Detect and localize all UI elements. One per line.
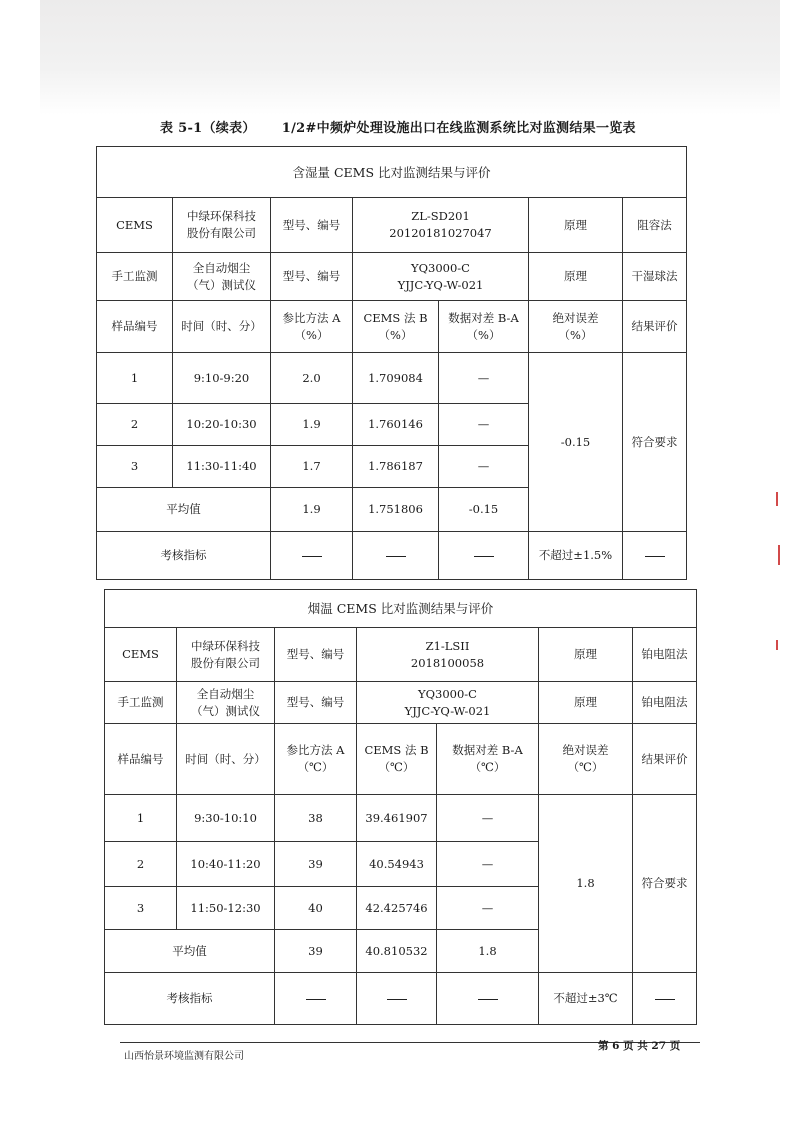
- evaluation-value: 符合要求: [633, 795, 697, 973]
- principle-label: 原理: [539, 682, 633, 724]
- index-abs-err: 不超过±1.5%: [529, 532, 623, 580]
- cems-label: CEMS: [97, 198, 173, 253]
- index-diff: [439, 532, 529, 580]
- header-cems: CEMS 法 B （℃）: [357, 724, 437, 795]
- table-number: 表 5-1（续表）: [160, 121, 256, 136]
- dash-mark: [302, 556, 322, 557]
- sample-no: 1: [105, 795, 177, 842]
- principle-label: 原理: [539, 628, 633, 682]
- avg-ref: 1.9: [271, 488, 353, 532]
- index-row: [105, 973, 697, 1025]
- principle-label: 原理: [529, 198, 623, 253]
- model-label: 型号、编号: [275, 682, 357, 724]
- average-label: 平均值: [105, 930, 275, 973]
- manual-device: 全自动烟尘 （气）测试仪: [177, 682, 275, 724]
- header-ref: 参比方法 A （%）: [271, 301, 353, 353]
- diff-value: —: [437, 795, 539, 842]
- ref-value: 38: [275, 795, 357, 842]
- dash-mark: [474, 556, 494, 557]
- ref-value: 1.7: [271, 446, 353, 488]
- manual-label: 手工监测: [105, 682, 177, 724]
- moisture-cems-table: [96, 146, 687, 580]
- dash-mark: [655, 999, 675, 1000]
- table-title: 1/2#中频炉处理设施出口在线监测系统比对监测结果一览表: [281, 121, 636, 136]
- model-label: 型号、编号: [275, 628, 357, 682]
- principle-label: 原理: [529, 253, 623, 301]
- sample-time: 11:30-11:40: [173, 446, 271, 488]
- model-label: 型号、编号: [271, 253, 353, 301]
- sample-time: 10:20-10:30: [173, 404, 271, 446]
- index-label: 考核指标: [97, 532, 271, 580]
- cems-value: 1.786187: [353, 446, 439, 488]
- dash-mark: [387, 999, 407, 1000]
- index-cems: [353, 532, 439, 580]
- sample-no: 3: [97, 446, 173, 488]
- cems-value: 1.760146: [353, 404, 439, 446]
- cems-value: 40.54943: [357, 842, 437, 887]
- header-result: 结果评价: [623, 301, 687, 353]
- avg-cems: 1.751806: [353, 488, 439, 532]
- cems-vendor: 中绿环保科技 股份有限公司: [173, 198, 271, 253]
- index-diff: [437, 973, 539, 1025]
- cems-principle: 阻容法: [623, 198, 687, 253]
- manual-model: YQ3000-C YJJC-YQ-W-021: [357, 682, 539, 724]
- dash-mark: [306, 999, 326, 1000]
- header-diff: 数据对差 B-A （℃）: [437, 724, 539, 795]
- index-ref: [275, 973, 357, 1025]
- header-abs-err: 绝对误差 （%）: [529, 301, 623, 353]
- table-caption: [160, 117, 720, 136]
- manual-model: YQ3000-C YJJC-YQ-W-021: [353, 253, 529, 301]
- abs-error-value: 1.8: [539, 795, 633, 973]
- ref-value: 2.0: [271, 353, 353, 404]
- index-result: [633, 973, 697, 1025]
- manual-label: 手工监测: [97, 253, 173, 301]
- avg-diff: 1.8: [437, 930, 539, 973]
- diff-value: —: [437, 842, 539, 887]
- sample-time: 9:10-9:20: [173, 353, 271, 404]
- cems-value: 39.461907: [357, 795, 437, 842]
- cems-principle: 铂电阻法: [633, 628, 697, 682]
- diff-value: —: [437, 887, 539, 930]
- header-diff: 数据对差 B-A （%）: [439, 301, 529, 353]
- sample-no: 3: [105, 887, 177, 930]
- header-time: 时间（时、分）: [177, 724, 275, 795]
- section-title: 含湿量 CEMS 比对监测结果与评价: [97, 147, 687, 198]
- header-result: 结果评价: [633, 724, 697, 795]
- cems-value: 42.425746: [357, 887, 437, 930]
- cems-model: ZL-SD201 20120181027047: [353, 198, 529, 253]
- cems-model: Z1-LSII 2018100058: [357, 628, 539, 682]
- header-abs-err: 绝对误差 （℃）: [539, 724, 633, 795]
- dash-mark: [478, 999, 498, 1000]
- header-sample: 样品编号: [105, 724, 177, 795]
- index-abs-err: 不超过±3℃: [539, 973, 633, 1025]
- manual-principle: 干湿球法: [623, 253, 687, 301]
- avg-ref: 39: [275, 930, 357, 973]
- table-row: [97, 353, 687, 404]
- diff-value: —: [439, 353, 529, 404]
- temperature-cems-table: [104, 589, 697, 1025]
- manual-principle: 铂电阻法: [633, 682, 697, 724]
- ref-value: 39: [275, 842, 357, 887]
- diff-value: —: [439, 404, 529, 446]
- sample-time: 10:40-11:20: [177, 842, 275, 887]
- avg-cems: 40.810532: [357, 930, 437, 973]
- seal-edge-mark: [776, 492, 778, 506]
- average-label: 平均值: [97, 488, 271, 532]
- header-ref: 参比方法 A （℃）: [275, 724, 357, 795]
- footer-page-number: 第 6 页 共 27 页: [598, 1040, 681, 1052]
- diff-value: —: [439, 446, 529, 488]
- sample-no: 1: [97, 353, 173, 404]
- index-result: [623, 532, 687, 580]
- header-time: 时间（时、分）: [173, 301, 271, 353]
- index-ref: [271, 532, 353, 580]
- scan-shadow: [40, 0, 780, 115]
- table-row: [105, 795, 697, 842]
- ref-value: 1.9: [271, 404, 353, 446]
- manual-device: 全自动烟尘 （气）测试仪: [173, 253, 271, 301]
- dash-mark: [645, 556, 665, 557]
- cems-label: CEMS: [105, 628, 177, 682]
- avg-diff: -0.15: [439, 488, 529, 532]
- section-title: 烟温 CEMS 比对监测结果与评价: [105, 590, 697, 628]
- index-label: 考核指标: [105, 973, 275, 1025]
- footer-company: 山西怡景环境监测有限公司: [124, 1051, 244, 1062]
- header-sample: 样品编号: [97, 301, 173, 353]
- sample-time: 11:50-12:30: [177, 887, 275, 930]
- header-cems: CEMS 法 B （%）: [353, 301, 439, 353]
- dash-mark: [386, 556, 406, 557]
- abs-error-value: -0.15: [529, 353, 623, 532]
- seal-edge-mark: [778, 545, 780, 565]
- sample-time: 9:30-10:10: [177, 795, 275, 842]
- index-cems: [357, 973, 437, 1025]
- sample-no: 2: [105, 842, 177, 887]
- cems-value: 1.709084: [353, 353, 439, 404]
- evaluation-value: 符合要求: [623, 353, 687, 532]
- ref-value: 40: [275, 887, 357, 930]
- seal-edge-mark: [776, 640, 778, 650]
- index-row: [97, 532, 687, 580]
- cems-vendor: 中绿环保科技 股份有限公司: [177, 628, 275, 682]
- sample-no: 2: [97, 404, 173, 446]
- model-label: 型号、编号: [271, 198, 353, 253]
